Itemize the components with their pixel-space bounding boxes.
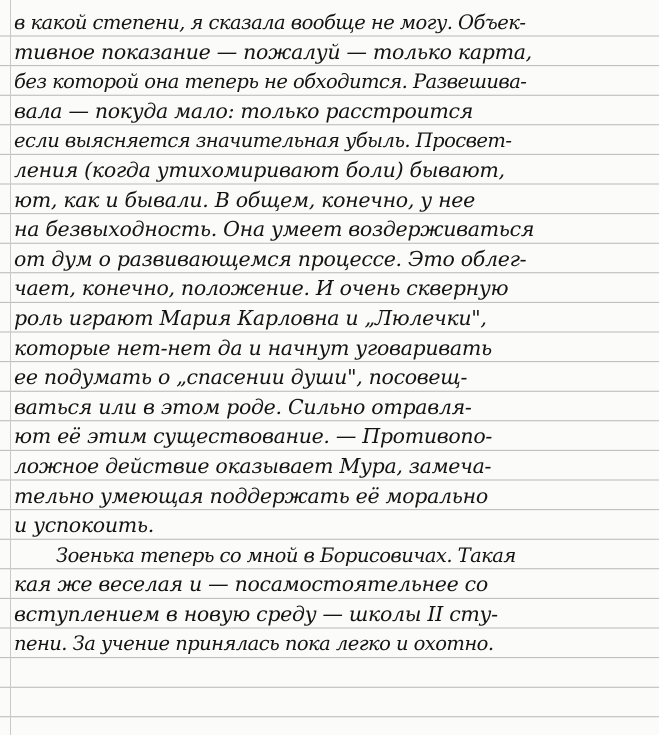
text-line: кая же веселая и — посамостоятельнее со [14, 572, 488, 597]
text-line: чает, конечно, положение. И очень скверную [14, 276, 509, 301]
text-line: без которой она теперь не обходится. Развешива- [14, 70, 527, 94]
text-line: на безвыходность. Она умеет воздерживаться [14, 217, 535, 242]
text-line: от дум о развивающемся процессе. Это облег- [14, 246, 527, 271]
text-line: ее подумать о „спасении души", посовещ- [14, 365, 468, 390]
text-line: ваться или в этом роде. Сильно отравля- [14, 394, 472, 419]
text-line: вала — покуда мало: только расстроится [14, 98, 474, 123]
handwritten-text [14, 8, 654, 659]
text-line: ления (когда утихомиривают боли) бывают, [14, 157, 505, 182]
text-line: если выясняется значительная убыль. Просвет- [14, 129, 512, 153]
text-line: тельно умеющая поддержать её морально [14, 483, 488, 508]
text-line: вступлением в новую среду — школы II сту- [14, 601, 498, 626]
text-line: которые нет-нет да и начнут уговаривать [14, 335, 492, 360]
text-line: роль играют Мария Карловна и „Люлечки", [14, 305, 487, 330]
text-line: тивное показание — пожалуй — только карта, [14, 39, 532, 64]
text-line: пени. За учение принялась пока легко и охотно. [14, 632, 494, 656]
text-line: в какой степени, я сказала вообще не могу. Объек- [14, 11, 526, 34]
text-line: и успокоить. [14, 513, 154, 538]
margin-line [10, 0, 11, 735]
text-line: ложное действие оказывает Мура, замеча- [14, 453, 492, 478]
text-line: Зоенька теперь со мной в Борисовичах. Такая [56, 543, 516, 567]
text-line: ют её этим существование. — Противопо- [14, 424, 493, 449]
text-line: ют, как и бывали. В общем, конечно, у нее [14, 187, 475, 212]
